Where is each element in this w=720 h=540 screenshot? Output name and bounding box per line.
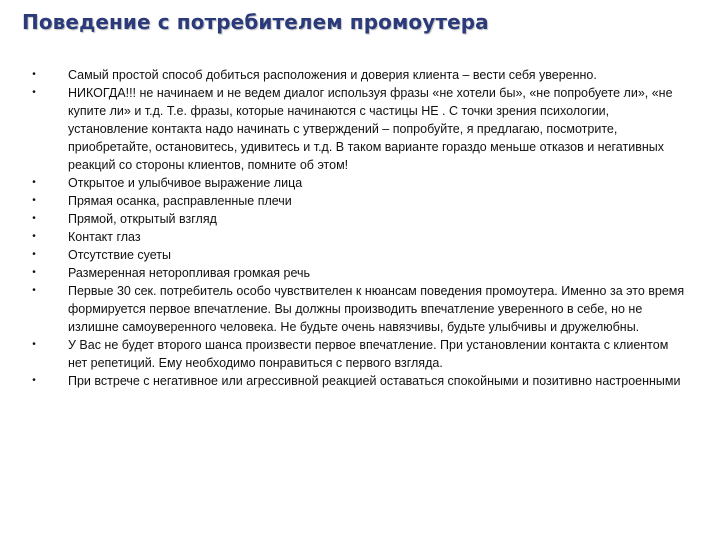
bullet-icon: •	[32, 339, 36, 350]
bullet-icon: •	[32, 231, 36, 242]
bullet-icon: •	[32, 249, 36, 260]
list-item	[22, 174, 687, 192]
list-item	[22, 84, 687, 174]
list-item-text: Открытое и улыбчивое выражение лица	[68, 176, 303, 190]
list-item	[22, 282, 687, 336]
list-item-text: Первые 30 сек. потребитель особо чувствителен к нюансам поведения промоутера. Именно за это время формируется первое впечатление. Вы должны производить впечатление уверенного в себе, но не излишне самоуверенного человека. Не будьте очень навязчивы, будьте улыбчивы и дружелюбны.	[68, 284, 685, 334]
list-item	[22, 372, 687, 390]
list-item	[22, 246, 687, 264]
list-item-text: Прямой, открытый взгляд	[68, 212, 217, 226]
list-item	[22, 192, 687, 210]
list-item-text: Самый простой способ добиться расположения и доверия клиента – вести себя уверенно.	[68, 68, 597, 82]
list-item	[22, 66, 687, 84]
bullet-icon: •	[32, 285, 36, 296]
list-item-text: Отсутствие суеты	[68, 248, 172, 262]
bullet-icon: •	[32, 177, 36, 188]
slide-title: Поведение с потребителем промоутера	[22, 10, 489, 34]
bullet-icon: •	[32, 375, 36, 386]
bullet-icon: •	[32, 195, 36, 206]
bullet-icon: •	[32, 69, 36, 80]
list-item	[22, 264, 687, 282]
list-item	[22, 228, 687, 246]
list-item-text: Прямая осанка, расправленные плечи	[68, 194, 292, 208]
list-item-text: У Вас не будет второго шанса произвести первое впечатление. При установлении контакта с клиентом нет репетиций. Ему необходимо понравиться с первого взгляда.	[68, 338, 669, 370]
list-item	[22, 336, 687, 372]
list-item-text: НИКОГДА!!! не начинаем и не ведем диалог используя фразы «не хотели бы», «не попробуете ли», «не купите ли» и т.д. Т.е. фразы, которые начинаются с частицы НЕ . С точки зрения психологии, установление контакта надо начинать с утверждений – попробуйте, я предлагаю, посмотрите, приобретайте, остановитесь, удивитесь и т.д. В таком варианте гораздо меньше отказов и негативных реакций со стороны клиентов, помните об этом!	[68, 86, 673, 172]
list-item-text: Контакт глаз	[68, 230, 141, 244]
list-item-text: Размеренная неторопливая громкая речь	[68, 266, 311, 280]
bullet-icon: •	[32, 87, 36, 98]
bullet-icon: •	[32, 267, 36, 278]
bullet-list	[22, 66, 687, 390]
list-item-text: При встрече с негативное или агрессивной реакцией оставаться спокойными и позитивно настроенными	[68, 374, 681, 388]
bullet-icon: •	[32, 213, 36, 224]
list-item	[22, 210, 687, 228]
